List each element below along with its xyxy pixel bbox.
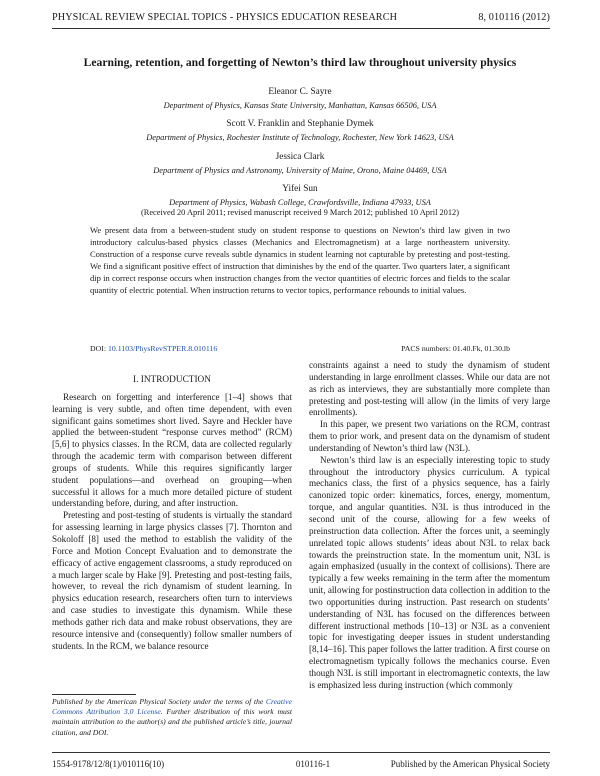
journal-citation: 8, 010116 (2012)	[478, 12, 550, 23]
author-4: Yifei Sun	[282, 184, 318, 194]
paragraph: Newton’s third law is an especially interesting topic to study throughout the introductory physics curriculum. A typical mechanics class, the first of a physics sequence, has a fairly canonized topic order: kinematics, forces, energy, momentum, torque, and angular quantities. N3L is thus introduced in the second unit of the course, allowing for a few weeks of preinstruction data collection. After the forces unit, a seemingly unrelated topic allows students’ ideas about N3L to relax back towards the preinstruction state. In the momentum unit, N3L is again emphasized (usually in the context of collisions). There are typically a few weeks remaining in the term after the momentum unit, allowing for postinstruction data collection in addition to the two opportunities during instruction. Past research on students’ understanding of N3L has focused on the differences between different instructional methods [10–13] or N3L as a convenient topic for investigating deeper issues in student understanding [8,14–16]. This paper follows the latter tradition. A first course on electromagnetism typically follows the mechanics course. Even though N3L is still important in electromagnetic contexts, the law is emphasized less during instruction (which commonly	[309, 454, 550, 690]
publisher-line: Published by the American Physical Society	[390, 759, 550, 769]
footnote-rule	[52, 694, 136, 695]
section-heading: I. INTRODUCTION	[133, 375, 211, 385]
author-3: Jessica Clark	[275, 152, 325, 162]
left-column	[52, 374, 292, 652]
received-dates: (Received 20 April 2011; revised manuscript received 9 March 2012; published 10 April 2012)	[140, 208, 460, 217]
affiliation-2: Department of Physics, Rochester Institute of Technology, Rochester, New York 14623, USA	[146, 133, 454, 142]
doi-link[interactable]: 10.1103/PhysRevSTPER.8.010116	[107, 344, 218, 353]
author-1: Eleanor C. Sayre	[268, 87, 332, 97]
pacs-numbers: PACS numbers: 01.40.Fk, 01.30.lb	[401, 344, 510, 353]
license-link[interactable]: Creative Commons Attribution 3.0 License	[52, 697, 292, 717]
paragraph: In this paper, we present two variations on the RCM, contrast them to prior work, and present data on the dynamism of student understanding of Newton’s third law (N3L).	[309, 419, 550, 453]
journal-name: PHYSICAL REVIEW SPECIAL TOPICS - PHYSICS EDUCATION RESEARCH	[52, 12, 398, 23]
article-title: Learning, retention, and forgetting of Newton’s third law throughout university physics	[83, 56, 517, 69]
right-column	[309, 360, 550, 692]
running-header	[52, 12, 550, 23]
author-2: Scott V. Franklin and Stephanie Dymek	[226, 119, 374, 129]
header-rule	[52, 28, 550, 29]
footer-rule	[52, 752, 550, 753]
paragraph: constraints against a need to study the dynamism of student understanding in large enrollment classes. While our data are not as rich as interviews, they are substantially more complete than pretesting and post-testing will allow (in the limits of very large enrollments).	[309, 360, 550, 418]
paragraph: Research on forgetting and interference [1–4] shows that learning is very subtle, and often time dependent, with even significant gains sometimes short lived. Sayre and Heckler have applied the between-student “response curves method” (RCM) [5,6] to physics classes. In the RCM, data are collected regularly through the academic term with comparison between different groups of students. While this requires significantly larger student populations—and overhead on grouping—when successful it allows for a much more detailed picture of student understanding before, during, and after instruction.	[52, 391, 292, 509]
issn-code: 1554-9178/12/8(1)/010116(10)	[52, 759, 165, 769]
footnote-text-end: . Further distribution of this work must maintain attribution to the author(s) and the published article’s title, journal citation, and DOI.	[52, 707, 292, 737]
paragraph: Pretesting and post-testing of students is virtually the standard for assessing learning in large physics classes [7]. Thornton and Sokoloff [8] used the method to establish the validity of the Force and Motion Concept Evaluation and to demonstrate the efficacy of active engagement classrooms, a study reproduced on a much larger scale by Hake [9]. Pretesting and post-testing fails, however, to reveal the rich dynamism of student learning. In physics education research, researchers often turn to interviews and case studies to investigate this dynamism. While these methods gather rich data and make robust observations, they are resource intensive and (consequently) follow smaller numbers of students. In the RCM, we balance resource	[52, 510, 292, 651]
license-footnote	[52, 697, 292, 738]
doi-label: DOI:	[90, 344, 107, 353]
footnote-text: Published by the American Physical Society under the terms of the	[52, 697, 266, 706]
abstract: We present data from a between-student study on student response to questions on Newton’s third law given in two introductory calculus-based physics classes (Mechanics and Electromagnetism) at a large northeastern university. Construction of a response curve reveals subtle dynamics in student learning not capturable by pretesting and post-testing. We find a significant positive effect of instruction that diminishes by the end of the quarter. Two quarters later, a significant dip in correct response occurs when instruction changes from the vector quantities of electric forces and fields to the scalar quantity of electric potential. When instruction returns to vector topics, performance rebounds to initial values.	[90, 225, 510, 296]
affiliation-4: Department of Physics, Wabash College, Crawfordsville, Indiana 47933, USA	[169, 198, 431, 207]
affiliation-3: Department of Physics and Astronomy, University of Maine, Orono, Maine 04469, USA	[153, 166, 447, 175]
page-number: 010116-1	[295, 759, 331, 769]
affiliation-1: Department of Physics, Kansas State University, Manhattan, Kansas 66506, USA	[163, 101, 437, 110]
doi-line	[90, 344, 217, 353]
